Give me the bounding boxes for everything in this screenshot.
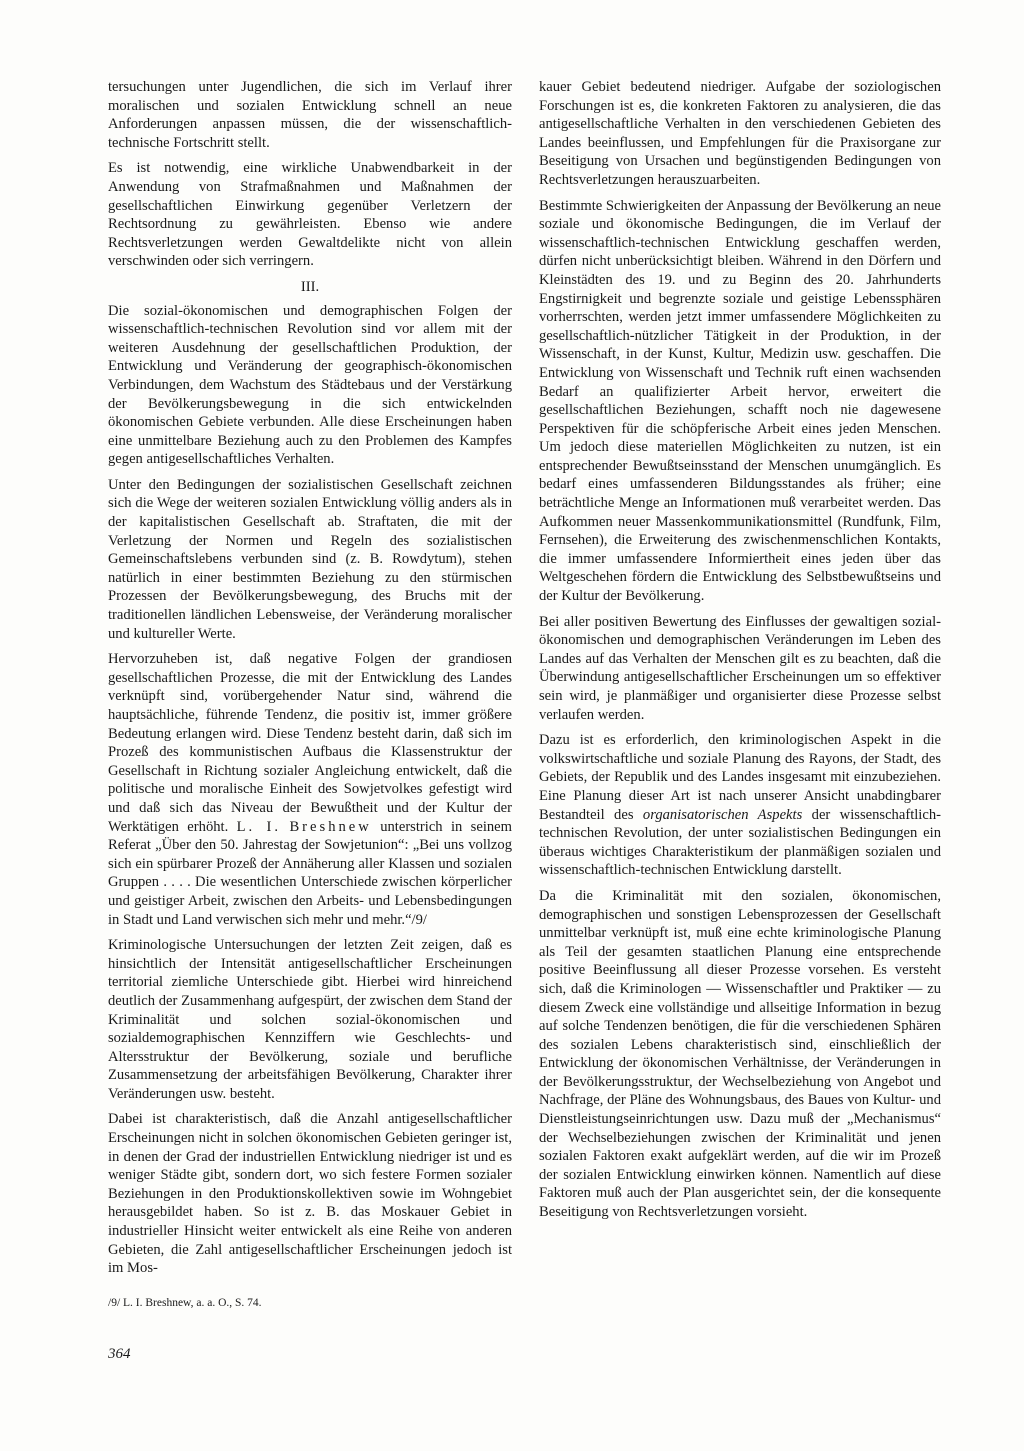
paragraph: Die sozial-ökonomischen und demographischen Folgen der wissenschaftlich-technischen Revolution sind vor allem mit der weiteren Ausdehnung der gesellschaftlichen Produktion, der Entwicklung und Veränderung der geographisch-ökonomischen Verbindungen, dem Wachstum des Städtebaus und der Verstärkung der Bevölkerungsbewegung in die sich entwickelnden ökonomischen Gebiete verbunden. Alle diese Erscheinungen haben eine unmittelbare Beziehung auch zu den Problemen des Kampfes gegen antigesellschaftliches Verhalten. bbox=[108, 302, 512, 468]
page-number: 364 bbox=[108, 1346, 131, 1362]
paragraph: Kriminologische Untersuchungen der letzten Zeit zeigen, daß es hinsichtlich der Intensität antigesellschaftlicher Erscheinungen territorial ziemliche Unterschiede gibt. Hierbei wird hinreichend deutlich der Zusammenhang aufgespürt, der zwischen dem Stand der Kriminalität und solchen sozial-ökonomischen und sozialdemographischen Kennziffern wie Geschlechts- und Altersstruktur der Bevölkerung, soziale und berufliche Zusammensetzung der arbeitsfähigen Bevölkerung, Charakter ihrer Veränderungen usw. besteht. bbox=[108, 937, 512, 1102]
author-initials: L. I. bbox=[236, 818, 282, 835]
paragraph-text: der wissenschaftlich-technischen Revolution, der unter sozialistischen Bedingungen ein überaus wichtiges Charakteristikum der planmäßigen sozialen und wissenschaftlich-technischen Entwicklung darstellt. bbox=[539, 806, 941, 879]
paragraph: Bei aller positiven Bewertung des Einflusses der gewaltigen sozial-ökonomischen und demographischen Veränderungen im Leben des Landes auf das Verhalten der Menschen gilt es zu beachten, daß die Überwindung antigesellschaftlicher Erscheinungen um so effektiver sein wird, je planmäßiger und organisierter diese Prozesse selbst verlaufen werden. bbox=[539, 613, 941, 723]
paragraph-text: unterstrich in seinem Referat „Über den 50. Jahrestag der Sowjetunion“: „Bei uns vollzog sich ein spürbarer Prozeß der Annäherung aller Klassen und sozialen Gruppen . . . . Die wesentlichen Unterschiede zwischen körperlicher und geistiger Arbeit, zwischen den Arbeits- und Lebensbedingungen in Stadt und Land verwischen sich mehr und mehr.“/9/ bbox=[108, 818, 513, 928]
paragraph: Da die Kriminalität mit den sozialen, ökonomischen, demographischen und sonstigen Lebensprozessen der Gesellschaft unmittelbar verknüpft ist, muß eine echte kriminologische Planung als Teil der gesamten staatlichen Planung eine entsprechende positive Beeinflussung all dieser Prozesse vorsehen. Es versteht sich, daß die Kriminologen — Wissenschaftler und Praktiker — zu diesem Zweck eine vollständige und allseitige Information in bezug auf solche Tendenzen benötigen, die für die verschiedenen Sphären des sozialen Lebens charakteristisch sind, einschließlich der Entwicklung der ökonomischen Verhältnisse, der Veränderungen in der Bevölkerungsstruktur, der Wechselbeziehung von Angebot und Nachfrage, der Pläne des Wohnungsbaus, des Baues von Kultur- und Dienstleistungseinrichtungen usw. Dazu muß der „Mechanismus“ der Wechselbeziehungen zwischen der Kriminalität und jenen sozialen Faktoren exakt aufgeklärt werden, auf die wir im Prozeß der sozialen Entwicklung einwirken können. Namentlich auf diese Faktoren muß auch der Plan ausgerichtet sein, der die konsequente Beseitigung von Rechtsverletzungen vorsieht. bbox=[539, 887, 941, 1221]
italic-term: organisatorischen Aspekts bbox=[642, 806, 803, 823]
paragraph-text: Hervorzuheben ist, daß negative Folgen der grandiosen gesellschaftlichen Prozesse, die mit der Entwicklung des Landes verknüpft sind, vorübergehender Natur sind, während die hauptsächliche, führende Tendenz, die positiv ist, immer größere Bedeutung erlangen wird. Diese Tendenz besteht darin, daß sich im Prozeß des kommunistischen Aufbaus die Klassenstruktur der Gesellschaft in Richtung sozialer Angleichung entwickelt, daß die politische und moralische Einheit des Sowjetvolkes gefestigt wird und daß sich das Niveau der Bewußtheit und der Kultur der Werktätigen erhöht. bbox=[108, 651, 512, 835]
paragraph: Unter den Bedingungen der sozialistischen Gesellschaft zeichnen sich die Wege der weiteren sozialen Entwicklung völlig anders als in der kapitalistischen Gesellschaft ab. Straftaten, die mit der Verletzung der Normen und Regeln des sozialistischen Gemeinschaftslebens verbunden sind (z. B. Rowdytum), stehen natürlich in einer bestimmten Beziehung zu den stürmischen Prozessen der Bevölkerungsbewegung, des Bruchs mit der traditionellen ländlichen Lebensweise, der Veränderung moralischer und kultureller Werte. bbox=[108, 476, 512, 642]
footnote: /9/ L. I. Breshnew, a. a. O., S. 74. bbox=[108, 1297, 262, 1309]
paragraph: Dabei ist charakteristisch, daß die Anzahl antigesellschaftlicher Erscheinungen nicht in solchen ökonomischen Gebieten geringer ist, in denen der Grad der industriellen Entwicklung niedriger ist und es weniger Städte gibt, sondern dort, wo sich festere Formen sozialer Beziehungen in den Produktionskollektiven sowie im Wohngebiet herausgebildet haben. So ist z. B. das Moskauer Gebiet in industrieller Hinsicht weiter entwickelt als eine Reihe von anderen Gebieten, die Zahl antigesellschaftlicher Erscheinungen jedoch ist im Mos- bbox=[108, 1111, 512, 1277]
paragraph: Bestimmte Schwierigkeiten der Anpassung der Bevölkerung an neue soziale und ökonomische Bedingungen, die im Verlauf der wissenschaftlich-technischen Entwicklung geschaffen werden, dürfen nicht unberücksichtigt bleiben. Während in den Dörfern und Kleinstädten des 19. und zu Beginn des 20. Jahrhunderts Engstirnigkeit und begrenzte soziale und geistige Lebenssphären vorherrschten, werden jetzt immer umfassendere Möglichkeiten zu gesellschaftlich-nützlicher Tätigkeit in der Produktion, in der Wissenschaft, in der Kunst, Kultur, Medizin usw. geschaffen. Die Entwicklung von Wissenschaft und Technik ruft einen wachsenden Bedarf an qualifizierter Arbeit hervor, erweitert die gesellschaftlichen Beziehungen, schafft noch nie dagewesene Perspektiven für die schöpferische Arbeit eines jeden Menschen. Um jedoch diese materiellen Möglichkeiten zu nutzen, ist ein entsprechender Bewußtseinsstand der Menschen unumgänglich. Es bedarf eines umfassenderen Bildungsstandes als früher; eine beträchtliche Menge an Informationen muß verarbeitet werden. Das Aufkommen neuer Massenkommunikationsmittel (Rundfunk, Film, Fernsehen), die Erweiterung des zwischenmenschlichen Kontakts, die immer umfassendere Informiertheit eines jeden über das Weltgeschehen fördern die Entwicklung des Selbstbewußtseins und der Kultur der Bevölkerung. bbox=[539, 197, 941, 605]
paragraph bbox=[108, 650, 512, 929]
left-column bbox=[108, 78, 512, 1285]
paragraph: tersuchungen unter Jugendlichen, die sich im Verlauf ihrer moralischen und sozialen Entwicklung schnell an neue Anforderungen anpassen müssen, die der wissenschaftlich-technische Fortschritt stellt. bbox=[108, 79, 512, 151]
paragraph bbox=[539, 731, 941, 880]
paragraph: Es ist notwendig, eine wirkliche Unabwendbarkeit in der Anwendung von Strafmaßnahmen und Maßnahmen der gesellschaftlichen Einwirkung gegenüber Verletzern der Rechtsordnung zu gewährleisten. Ebenso wie andere Rechtsverletzungen werden Gewaltdelikte nicht von allein verschwinden oder sich verringern. bbox=[108, 160, 512, 270]
paragraph-text: Dazu ist es erforderlich, den kriminologischen Aspekt in die volkswirtschaftliche und soziale Planung des Rayons, der Stadt, des Gebiets, der Republik und des Landes insgesamt mit einzubeziehen. Eine Planung dieser Art ist nach unserer Ansicht unabdingbarer Bestandteil des bbox=[539, 732, 941, 823]
right-column bbox=[539, 78, 941, 1229]
paragraph: kauer Gebiet bedeutend niedriger. Aufgabe der soziologischen Forschungen ist es, die konkreten Faktoren zu analysieren, die das antigesellschaftliche Verhalten in den verschiedenen Gebieten des Landes beeinflussen, und Empfehlungen für die Praxisorgane zur Beseitigung von Ursachen und begünstigenden Bedingungen von Rechtsverletzungen herauszuarbeiten. bbox=[539, 79, 941, 188]
author-name: Breshnew bbox=[289, 818, 372, 835]
section-heading: III. bbox=[300, 278, 320, 295]
